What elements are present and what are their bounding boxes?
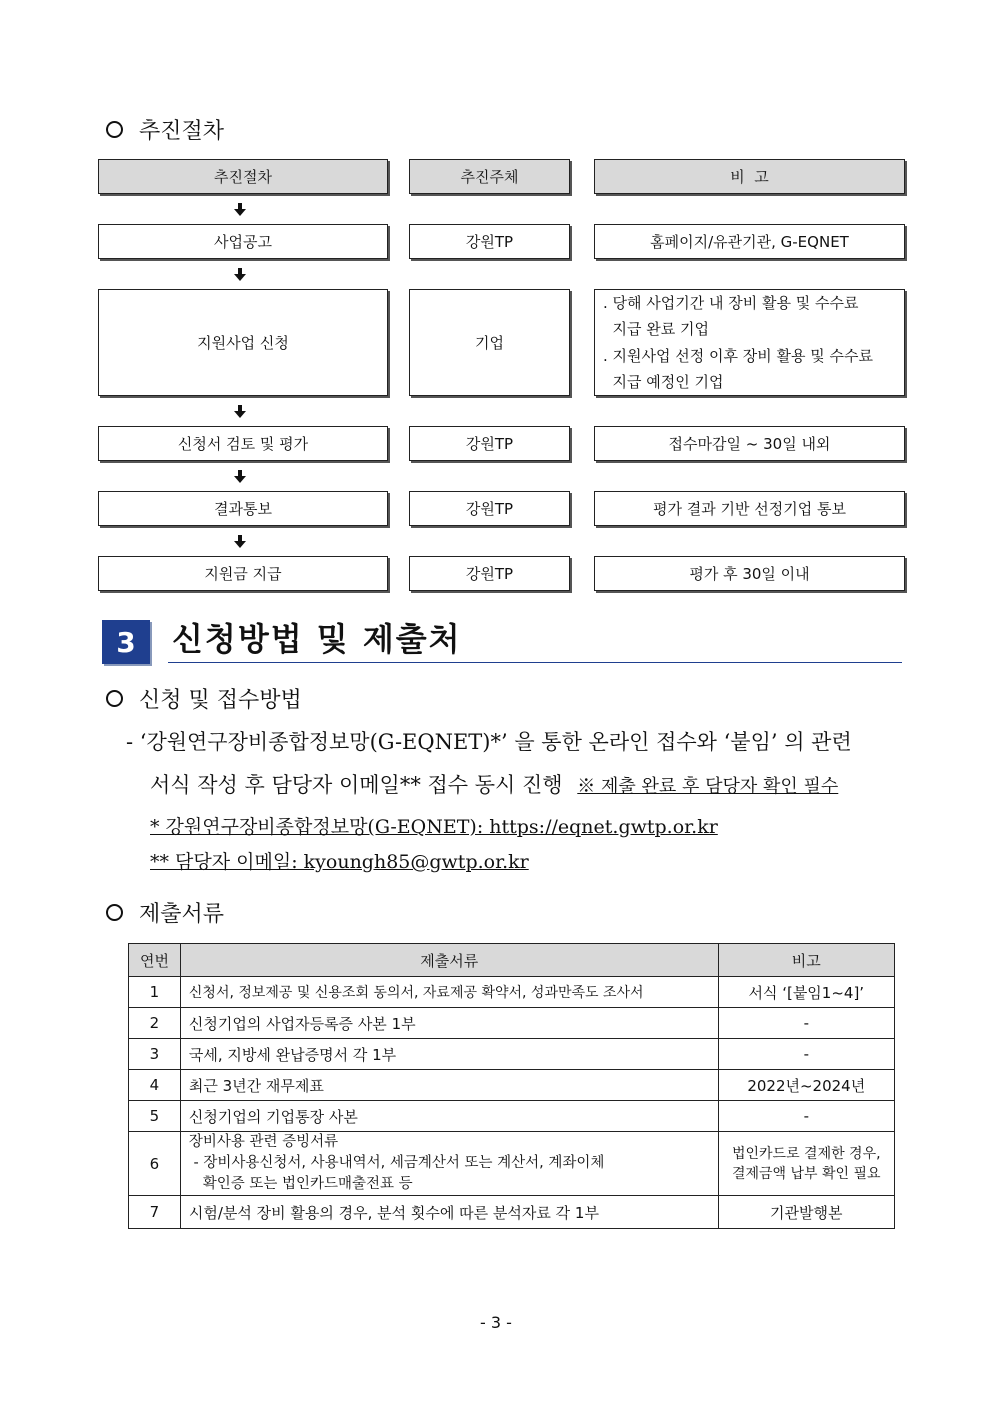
procedure-step: 결과통보 (98, 491, 388, 526)
row-note: 서식 ‘[붙임1~4]’ (718, 977, 894, 1008)
procedure-step: 지원사업 신청 (98, 289, 388, 396)
row-note (718, 1132, 894, 1196)
procedure-heading-text: 추진절차 (139, 119, 225, 144)
header-note: 비고 (718, 944, 894, 977)
section-number-badge: 3 (102, 620, 150, 664)
table-row (129, 1101, 895, 1132)
procedure-step: 지원금 지급 (98, 556, 388, 591)
row-no: 4 (129, 1070, 181, 1101)
table-row (129, 1039, 895, 1070)
application-method-heading-text: 신청 및 접수방법 (139, 688, 302, 713)
procedure-step: 신청서 검토 및 평가 (98, 426, 388, 461)
procedure-note: 평가 후 30일 이내 (594, 556, 905, 591)
procedure-actor: 기업 (409, 289, 570, 396)
table-header-row (129, 944, 895, 977)
row-no: 3 (129, 1039, 181, 1070)
application-method-line-2-main: 서식 작성 후 담당자 이메일** 접수 동시 진행 (150, 773, 563, 797)
procedure-header-actor: 추진주체 (409, 159, 570, 194)
procedure-note-line: 지급 완료 기업 (603, 320, 710, 338)
application-method-line: - ‘강원연구장비종합정보망(G-EQNET)*’ 을 통한 온라인 접수와 ‘붙임’ 의 관련 (126, 730, 852, 754)
row-note: 기관발행본 (718, 1196, 894, 1229)
row-doc-line: - 장비사용신청서, 사용내역서, 세금계산서 또는 계산서, 계좌이체 (188, 1155, 605, 1171)
row-note: - (718, 1039, 894, 1070)
table-row (129, 1070, 895, 1101)
row-note-line: 법인카드로 결제한 경우, (731, 1145, 881, 1162)
procedure-actor: 강원TP (409, 426, 570, 461)
procedure-note (594, 289, 905, 396)
footnote-eqnet[interactable]: * 강원연구장비종합정보망(G-EQNET): https://eqnet.gwtp.or.kr (150, 816, 718, 838)
row-doc: 신청서, 정보제공 및 신용조회 동의서, 자료제공 확약서, 성과만족도 조사서 (180, 977, 718, 1008)
procedure-note: 홈페이지/유관기관, G-EQNET (594, 224, 905, 259)
row-note: - (718, 1101, 894, 1132)
documents-table (128, 943, 895, 1229)
row-doc-line: 확인증 또는 법인카드매출전표 등 (188, 1176, 413, 1192)
row-no: 7 (129, 1196, 181, 1229)
row-doc (180, 1132, 718, 1196)
footnote-email[interactable]: ** 담당자 이메일: kyoungh85@gwtp.or.kr (150, 851, 529, 873)
application-method-line-2 (150, 769, 838, 799)
section-title: 신청방법 및 제출처 (172, 620, 462, 658)
row-no: 1 (129, 977, 181, 1008)
procedure-actor: 강원TP (409, 556, 570, 591)
hollow-circle-icon (106, 121, 123, 138)
section-underline (168, 662, 902, 663)
row-doc: 최근 3년간 재무제표 (180, 1070, 718, 1101)
row-doc: 시험/분석 장비 활용의 경우, 분석 횟수에 따른 분석자료 각 1부 (180, 1196, 718, 1229)
hollow-circle-icon (106, 904, 123, 921)
row-doc: 신청기업의 기업통장 사본 (180, 1101, 718, 1132)
procedure-step: 사업공고 (98, 224, 388, 259)
hollow-circle-icon (106, 690, 123, 707)
procedure-note: 접수마감일 ~ 30일 내외 (594, 426, 905, 461)
procedure-note-line: . 지원사업 선정 이후 장비 활용 및 수수료 (603, 346, 873, 365)
application-method-heading (106, 683, 302, 714)
row-note: 2022년~2024년 (718, 1070, 894, 1101)
procedure-note: 평가 결과 기반 선정기업 통보 (594, 491, 905, 526)
procedure-heading (106, 114, 224, 145)
procedure-actor: 강원TP (409, 491, 570, 526)
row-no: 6 (129, 1132, 181, 1196)
procedure-header-step: 추진절차 (98, 159, 388, 194)
table-row (129, 1008, 895, 1039)
table-row (129, 977, 895, 1008)
header-doc: 제출서류 (180, 944, 718, 977)
row-note: - (718, 1008, 894, 1039)
procedure-note-line: 지급 예정인 기업 (603, 373, 724, 391)
page-number: - 3 - (480, 1313, 512, 1332)
row-no: 5 (129, 1101, 181, 1132)
documents-heading-text: 제출서류 (139, 902, 225, 927)
procedure-note-line: . 당해 사업기간 내 장비 활용 및 수수료 (603, 293, 859, 312)
row-doc-line: 장비사용 관련 증빙서류 (188, 1134, 339, 1150)
header-no: 연번 (129, 944, 181, 977)
submission-check-note: ※ 제출 완료 후 담당자 확인 필수 (577, 776, 839, 797)
row-doc: 국세, 지방세 완납증명서 각 1부 (180, 1039, 718, 1070)
row-doc: 신청기업의 사업자등록증 사본 1부 (180, 1008, 718, 1039)
documents-heading (106, 897, 224, 928)
procedure-actor: 강원TP (409, 224, 570, 259)
table-row (129, 1132, 895, 1196)
row-no: 2 (129, 1008, 181, 1039)
procedure-header-note: 비 고 (594, 159, 905, 194)
table-row (129, 1196, 895, 1229)
row-note-line: 결제금액 납부 확인 필요 (731, 1165, 881, 1182)
